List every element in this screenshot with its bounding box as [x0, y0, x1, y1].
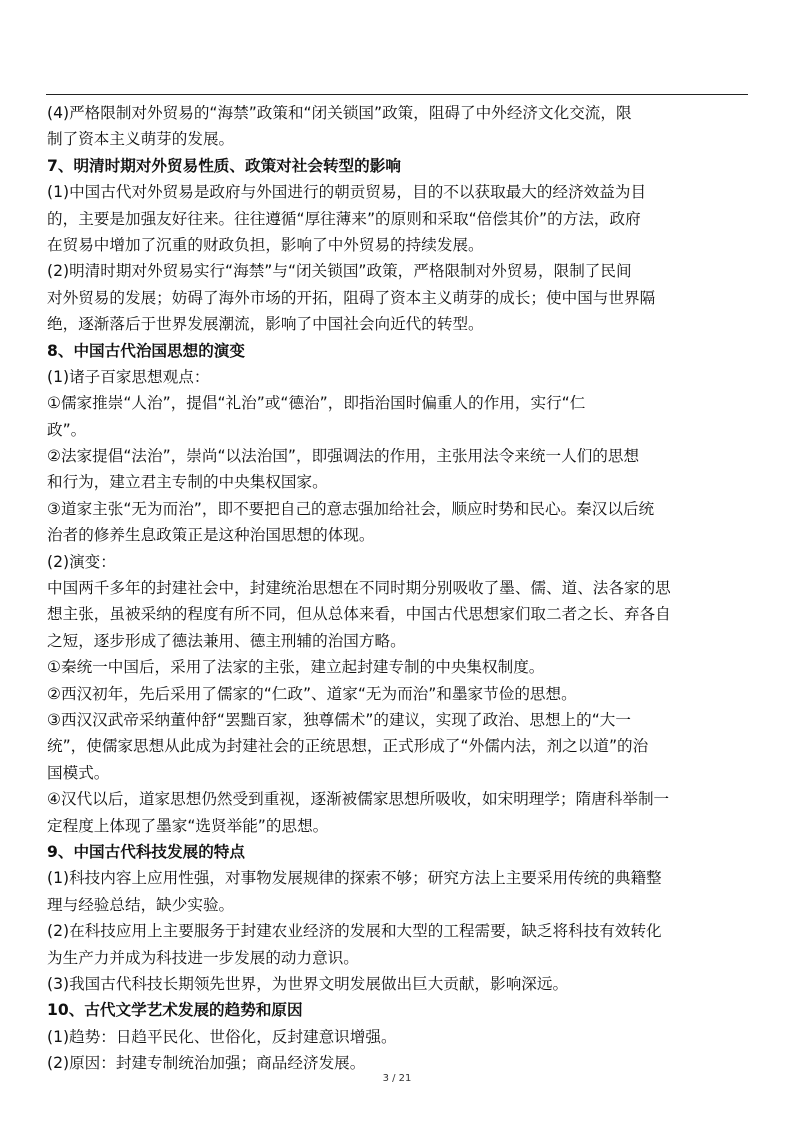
- text-line: ③西汉汉武帝采纳董仲舒“罢黜百家，独尊儒术”的建议，实现了政治、思想上的“大一: [47, 710, 631, 729]
- text-line: 绝，逐渐落后于世界发展潮流，影响了中国社会向近代的转型。: [47, 315, 484, 334]
- text-line: (2)明清时期对外贸易实行“海禁”与“闭关锁国”政策，严格限制对外贸易，限制了民间: [47, 262, 632, 281]
- section-heading: 7、明清时期对外贸易性质、政策对社会转型的影响: [47, 156, 401, 175]
- text-line: ②法家提倡“法治”，崇尚“以法治国”，即强调法的作用，主张用法令来统一人们的思想: [47, 447, 640, 466]
- text-line: 国模式。: [47, 763, 110, 782]
- text-line: (1)诸子百家思想观点：: [47, 367, 210, 386]
- text-line: (2)演变：: [47, 552, 116, 571]
- text-line: ①秦统一中国后，采用了法家的主张，建立起封建专制的中央集权制度。: [47, 658, 545, 677]
- text-line: ①儒家推崇“人治”，提倡“礼治”或“德治”，即指治国时偏重人的作用，实行“仁: [47, 394, 586, 413]
- section-heading: 8、中国古代治国思想的演变: [47, 341, 245, 360]
- text-line: 制了资本主义萌芽的发展。: [47, 130, 235, 149]
- text-line: (1)趋势：日趋平民化、世俗化，反封建意识增强。: [47, 1027, 397, 1046]
- text-line: ④汉代以后，道家思想仍然受到重视，逐渐被儒家思想所吸收，如宋明理学；隋唐科举制一: [47, 790, 670, 809]
- text-line: 理与经验总结，缺少实验。: [47, 895, 235, 914]
- text-line: (3)我国古代科技长期领先世界，为世界文明发展做出巨大贡献，影响深远。: [47, 974, 569, 993]
- text-line: (2)原因：封建专制统治加强；商品经济发展。: [47, 1054, 366, 1073]
- header-rule: [46, 94, 748, 95]
- text-line: 在贸易中增加了沉重的财政负担，影响了中外贸易的持续发展。: [47, 235, 484, 254]
- page-number: 3 / 21: [382, 1073, 412, 1084]
- text-line: 为生产力并成为科技进一步发展的动力意识。: [47, 948, 359, 967]
- text-line: 治者的修养生息政策正是这种治国思想的体现。: [47, 526, 375, 545]
- text-line: 政”。: [47, 420, 87, 439]
- section-heading: 10、古代文学艺术发展的趋势和原因: [47, 1001, 303, 1020]
- text-line: 之短，逐步形成了德法兼用、德主刑辅的治国方略。: [47, 631, 406, 650]
- text-line: (2)在科技应用上主要服务于封建农业经济的发展和大型的工程需要，缺乏将科技有效转化: [47, 922, 662, 941]
- text-line: 的，主要是加强友好往来。往往遵循“厚往薄来”的原则和采取“倍偿其价”的方法，政府: [47, 209, 641, 228]
- section-heading: 9、中国古代科技发展的特点: [47, 842, 245, 861]
- text-line: ③道家主张“无为而治”，即不要把自己的意志强加给社会，顺应时势和民心。秦汉以后统: [47, 499, 655, 518]
- text-line: 和行为，建立君主专制的中央集权国家。: [47, 473, 328, 492]
- text-line: (1)科技内容上应用性强，对事物发展规律的探索不够；研究方法上主要采用传统的典籍整: [47, 869, 662, 888]
- text-line: (1)中国古代对外贸易是政府与外国进行的朝贡贸易，目的不以获取最大的经济效益为目: [47, 183, 647, 202]
- text-line: 对外贸易的发展；妨碍了海外市场的开拓，阻碍了资本主义萌芽的成长；使中国与世界隔: [47, 288, 656, 307]
- text-line: (4)严格限制对外贸易的“海禁”政策和“闭关锁国”政策，阻碍了中外经济文化交流，限: [47, 104, 632, 122]
- text-line: 中国两千多年的封建社会中，封建统治思想在不同时期分别吸收了墨、儒、道、法各家的思: [47, 579, 671, 598]
- text-line: 定程度上体现了墨家“选贤举能”的思想。: [47, 816, 329, 835]
- text-line: 统”，使儒家思想从此成为封建社会的正统思想，正式形成了“外儒内法，剂之以道”的治: [47, 737, 649, 756]
- text-line: 想主张，虽被采纳的程度有所不同，但从总体来看，中国古代思想家们取二者之长、弃各自: [47, 605, 671, 624]
- document-body: [47, 100, 747, 1076]
- text-line: ②西汉初年，先后采用了儒家的“仁政”、道家“无为而治”和墨家节俭的思想。: [47, 684, 577, 703]
